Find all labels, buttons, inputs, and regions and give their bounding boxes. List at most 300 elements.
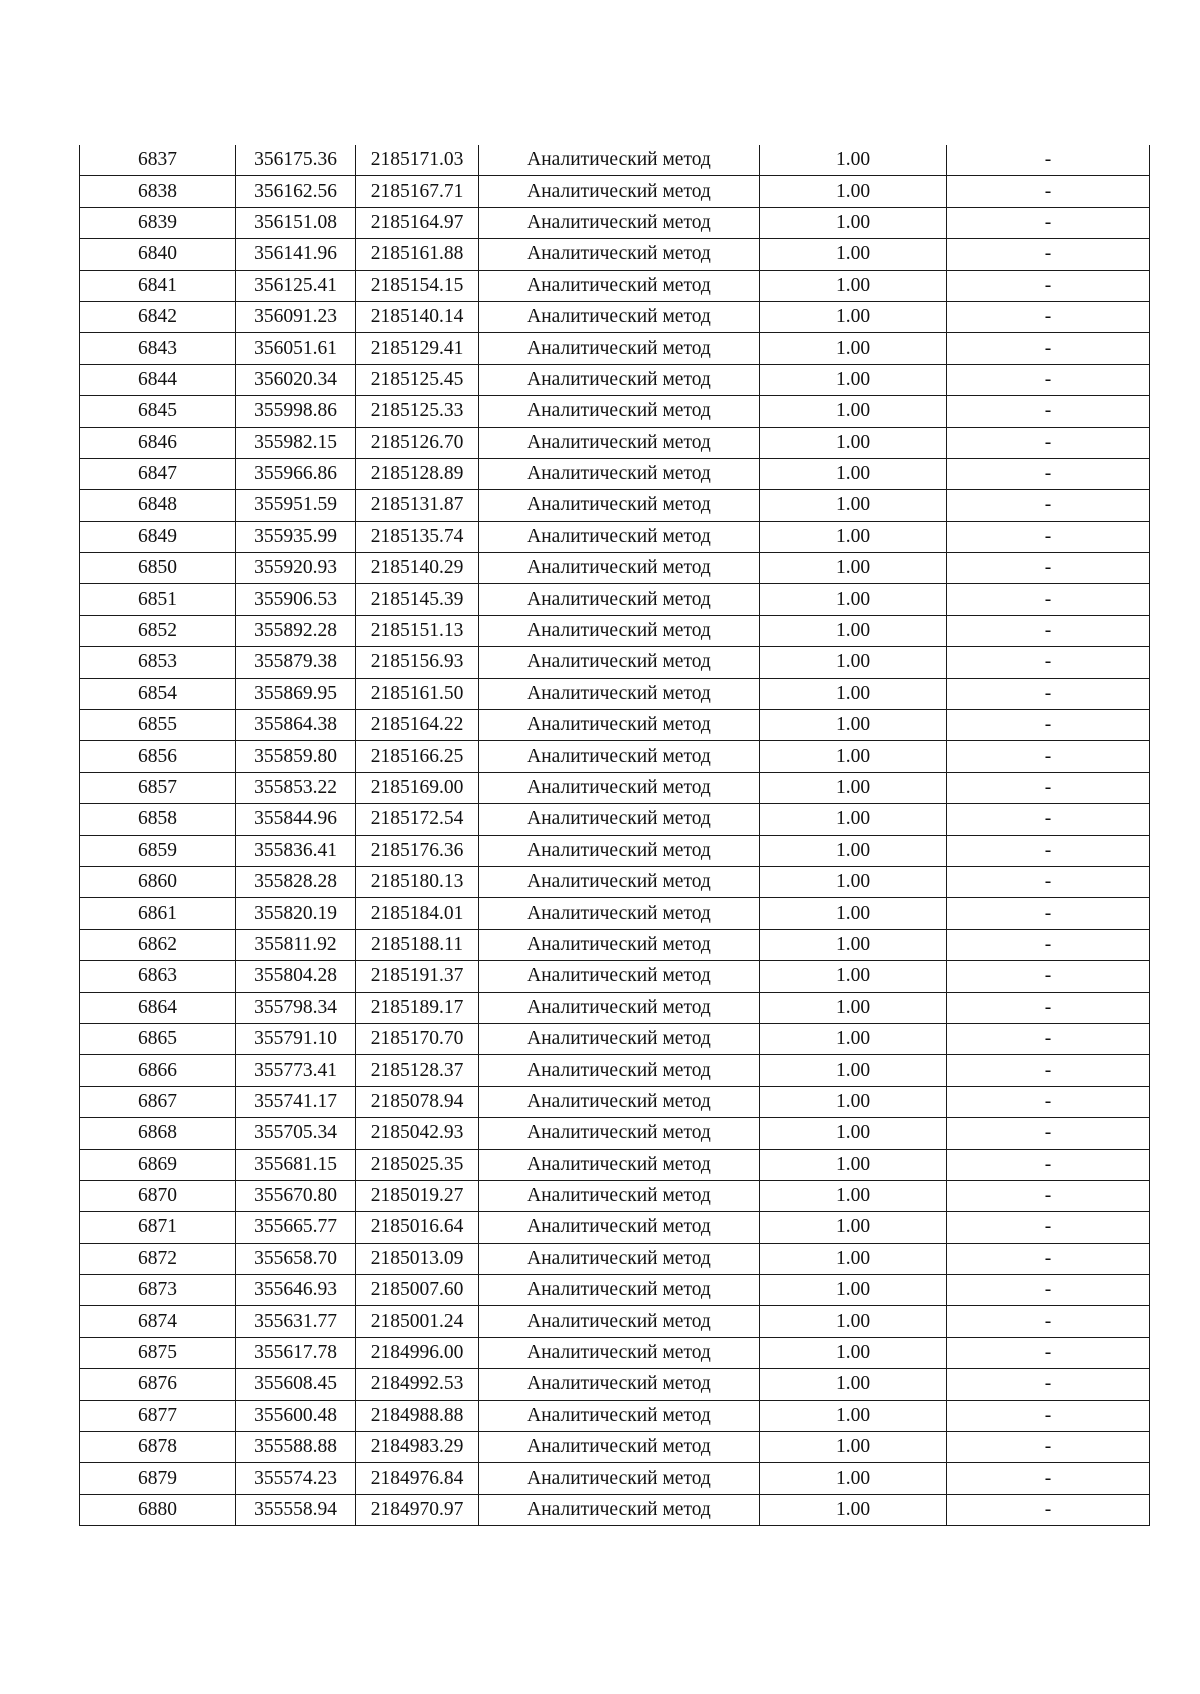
point-number-cell: 6845	[80, 396, 236, 427]
method-cell: Аналитический метод	[479, 1306, 760, 1337]
accuracy-cell: 1.00	[760, 207, 947, 238]
method-cell: Аналитический метод	[479, 961, 760, 992]
method-cell: Аналитический метод	[479, 1400, 760, 1431]
point-number-cell: 6839	[80, 207, 236, 238]
note-cell: -	[947, 961, 1150, 992]
point-number-cell: 6872	[80, 1243, 236, 1274]
x-coordinate-cell: 355741.17	[236, 1086, 356, 1117]
x-coordinate-cell: 355804.28	[236, 961, 356, 992]
y-coordinate-cell: 2185184.01	[356, 898, 479, 929]
table-row	[80, 1149, 1150, 1180]
accuracy-cell: 1.00	[760, 427, 947, 458]
method-cell: Аналитический метод	[479, 553, 760, 584]
point-number-cell: 6874	[80, 1306, 236, 1337]
point-number-cell: 6857	[80, 772, 236, 803]
table-row	[80, 1306, 1150, 1337]
x-coordinate-cell: 355670.80	[236, 1180, 356, 1211]
x-coordinate-cell: 356125.41	[236, 270, 356, 301]
note-cell: -	[947, 239, 1150, 270]
method-cell: Аналитический метод	[479, 992, 760, 1023]
method-cell: Аналитический метод	[479, 333, 760, 364]
y-coordinate-cell: 2185016.64	[356, 1212, 479, 1243]
accuracy-cell: 1.00	[760, 521, 947, 552]
note-cell: -	[947, 584, 1150, 615]
method-cell: Аналитический метод	[479, 364, 760, 395]
table-row	[80, 145, 1150, 176]
note-cell: -	[947, 364, 1150, 395]
accuracy-cell: 1.00	[760, 270, 947, 301]
method-cell: Аналитический метод	[479, 647, 760, 678]
accuracy-cell: 1.00	[760, 1118, 947, 1149]
y-coordinate-cell: 2184996.00	[356, 1337, 479, 1368]
point-number-cell: 6846	[80, 427, 236, 458]
table-row	[80, 772, 1150, 803]
table-row	[80, 1055, 1150, 1086]
note-cell: -	[947, 992, 1150, 1023]
method-cell: Аналитический метод	[479, 1118, 760, 1149]
accuracy-cell: 1.00	[760, 176, 947, 207]
method-cell: Аналитический метод	[479, 1055, 760, 1086]
table-row	[80, 835, 1150, 866]
method-cell: Аналитический метод	[479, 490, 760, 521]
x-coordinate-cell: 355935.99	[236, 521, 356, 552]
note-cell: -	[947, 1275, 1150, 1306]
accuracy-cell: 1.00	[760, 866, 947, 897]
table-row	[80, 1212, 1150, 1243]
y-coordinate-cell: 2184988.88	[356, 1400, 479, 1431]
point-number-cell: 6873	[80, 1275, 236, 1306]
coordinates-table	[79, 145, 1150, 1526]
y-coordinate-cell: 2184976.84	[356, 1463, 479, 1494]
table-row	[80, 1463, 1150, 1494]
accuracy-cell: 1.00	[760, 333, 947, 364]
method-cell: Аналитический метод	[479, 1149, 760, 1180]
note-cell: -	[947, 804, 1150, 835]
y-coordinate-cell: 2185131.87	[356, 490, 479, 521]
accuracy-cell: 1.00	[760, 1369, 947, 1400]
method-cell: Аналитический метод	[479, 270, 760, 301]
table-row	[80, 1400, 1150, 1431]
y-coordinate-cell: 2185161.50	[356, 678, 479, 709]
point-number-cell: 6860	[80, 866, 236, 897]
method-cell: Аналитический метод	[479, 741, 760, 772]
point-number-cell: 6863	[80, 961, 236, 992]
accuracy-cell: 1.00	[760, 929, 947, 960]
y-coordinate-cell: 2185135.74	[356, 521, 479, 552]
x-coordinate-cell: 355811.92	[236, 929, 356, 960]
point-number-cell: 6840	[80, 239, 236, 270]
point-number-cell: 6858	[80, 804, 236, 835]
point-number-cell: 6865	[80, 1023, 236, 1054]
note-cell: -	[947, 1055, 1150, 1086]
x-coordinate-cell: 356162.56	[236, 176, 356, 207]
note-cell: -	[947, 1243, 1150, 1274]
note-cell: -	[947, 647, 1150, 678]
point-number-cell: 6879	[80, 1463, 236, 1494]
point-number-cell: 6871	[80, 1212, 236, 1243]
y-coordinate-cell: 2185172.54	[356, 804, 479, 835]
note-cell: -	[947, 333, 1150, 364]
method-cell: Аналитический метод	[479, 396, 760, 427]
y-coordinate-cell: 2185019.27	[356, 1180, 479, 1211]
y-coordinate-cell: 2185140.14	[356, 301, 479, 332]
table-row	[80, 929, 1150, 960]
method-cell: Аналитический метод	[479, 929, 760, 960]
note-cell: -	[947, 396, 1150, 427]
accuracy-cell: 1.00	[760, 772, 947, 803]
y-coordinate-cell: 2185176.36	[356, 835, 479, 866]
x-coordinate-cell: 355906.53	[236, 584, 356, 615]
point-number-cell: 6844	[80, 364, 236, 395]
y-coordinate-cell: 2185188.11	[356, 929, 479, 960]
table-row	[80, 270, 1150, 301]
method-cell: Аналитический метод	[479, 866, 760, 897]
x-coordinate-cell: 355859.80	[236, 741, 356, 772]
table-row	[80, 301, 1150, 332]
note-cell: -	[947, 1337, 1150, 1368]
note-cell: -	[947, 898, 1150, 929]
y-coordinate-cell: 2185126.70	[356, 427, 479, 458]
point-number-cell: 6841	[80, 270, 236, 301]
note-cell: -	[947, 1306, 1150, 1337]
accuracy-cell: 1.00	[760, 710, 947, 741]
table-row	[80, 1432, 1150, 1463]
table-row	[80, 678, 1150, 709]
table-row	[80, 553, 1150, 584]
y-coordinate-cell: 2185191.37	[356, 961, 479, 992]
point-number-cell: 6876	[80, 1369, 236, 1400]
method-cell: Аналитический метод	[479, 1463, 760, 1494]
y-coordinate-cell: 2184970.97	[356, 1494, 479, 1525]
method-cell: Аналитический метод	[479, 1337, 760, 1368]
point-number-cell: 6861	[80, 898, 236, 929]
table-row	[80, 364, 1150, 395]
method-cell: Аналитический метод	[479, 239, 760, 270]
x-coordinate-cell: 355558.94	[236, 1494, 356, 1525]
y-coordinate-cell: 2185189.17	[356, 992, 479, 1023]
accuracy-cell: 1.00	[760, 396, 947, 427]
method-cell: Аналитический метод	[479, 145, 760, 176]
accuracy-cell: 1.00	[760, 1463, 947, 1494]
x-coordinate-cell: 355705.34	[236, 1118, 356, 1149]
method-cell: Аналитический метод	[479, 521, 760, 552]
point-number-cell: 6869	[80, 1149, 236, 1180]
accuracy-cell: 1.00	[760, 615, 947, 646]
x-coordinate-cell: 355853.22	[236, 772, 356, 803]
table-row	[80, 584, 1150, 615]
y-coordinate-cell: 2185167.71	[356, 176, 479, 207]
accuracy-cell: 1.00	[760, 898, 947, 929]
point-number-cell: 6851	[80, 584, 236, 615]
note-cell: -	[947, 1023, 1150, 1054]
y-coordinate-cell: 2185180.13	[356, 866, 479, 897]
note-cell: -	[947, 1149, 1150, 1180]
x-coordinate-cell: 356091.23	[236, 301, 356, 332]
x-coordinate-cell: 355617.78	[236, 1337, 356, 1368]
point-number-cell: 6862	[80, 929, 236, 960]
note-cell: -	[947, 1118, 1150, 1149]
table-row	[80, 1369, 1150, 1400]
point-number-cell: 6878	[80, 1432, 236, 1463]
x-coordinate-cell: 355869.95	[236, 678, 356, 709]
y-coordinate-cell: 2185170.70	[356, 1023, 479, 1054]
x-coordinate-cell: 355773.41	[236, 1055, 356, 1086]
x-coordinate-cell: 355864.38	[236, 710, 356, 741]
accuracy-cell: 1.00	[760, 490, 947, 521]
x-coordinate-cell: 355828.28	[236, 866, 356, 897]
note-cell: -	[947, 1494, 1150, 1525]
table-row	[80, 647, 1150, 678]
accuracy-cell: 1.00	[760, 553, 947, 584]
y-coordinate-cell: 2185042.93	[356, 1118, 479, 1149]
accuracy-cell: 1.00	[760, 1400, 947, 1431]
accuracy-cell: 1.00	[760, 584, 947, 615]
point-number-cell: 6877	[80, 1400, 236, 1431]
note-cell: -	[947, 521, 1150, 552]
y-coordinate-cell: 2185171.03	[356, 145, 479, 176]
point-number-cell: 6847	[80, 458, 236, 489]
note-cell: -	[947, 270, 1150, 301]
note-cell: -	[947, 866, 1150, 897]
accuracy-cell: 1.00	[760, 1023, 947, 1054]
y-coordinate-cell: 2185129.41	[356, 333, 479, 364]
method-cell: Аналитический метод	[479, 301, 760, 332]
accuracy-cell: 1.00	[760, 741, 947, 772]
x-coordinate-cell: 355665.77	[236, 1212, 356, 1243]
point-number-cell: 6838	[80, 176, 236, 207]
x-coordinate-cell: 355951.59	[236, 490, 356, 521]
accuracy-cell: 1.00	[760, 1275, 947, 1306]
y-coordinate-cell: 2185156.93	[356, 647, 479, 678]
table-row	[80, 427, 1150, 458]
table-row	[80, 1118, 1150, 1149]
table-row	[80, 1243, 1150, 1274]
method-cell: Аналитический метод	[479, 427, 760, 458]
accuracy-cell: 1.00	[760, 1337, 947, 1368]
accuracy-cell: 1.00	[760, 678, 947, 709]
point-number-cell: 6868	[80, 1118, 236, 1149]
note-cell: -	[947, 145, 1150, 176]
table-row	[80, 1086, 1150, 1117]
table-row	[80, 866, 1150, 897]
accuracy-cell: 1.00	[760, 239, 947, 270]
x-coordinate-cell: 355646.93	[236, 1275, 356, 1306]
table-row	[80, 741, 1150, 772]
table-row	[80, 396, 1150, 427]
x-coordinate-cell: 355820.19	[236, 898, 356, 929]
accuracy-cell: 1.00	[760, 804, 947, 835]
note-cell: -	[947, 929, 1150, 960]
table-row	[80, 710, 1150, 741]
x-coordinate-cell: 355681.15	[236, 1149, 356, 1180]
method-cell: Аналитический метод	[479, 458, 760, 489]
table-row	[80, 239, 1150, 270]
note-cell: -	[947, 427, 1150, 458]
accuracy-cell: 1.00	[760, 992, 947, 1023]
x-coordinate-cell: 355836.41	[236, 835, 356, 866]
point-number-cell: 6870	[80, 1180, 236, 1211]
accuracy-cell: 1.00	[760, 1055, 947, 1086]
accuracy-cell: 1.00	[760, 1149, 947, 1180]
y-coordinate-cell: 2185151.13	[356, 615, 479, 646]
x-coordinate-cell: 355998.86	[236, 396, 356, 427]
x-coordinate-cell: 356141.96	[236, 239, 356, 270]
point-number-cell: 6842	[80, 301, 236, 332]
y-coordinate-cell: 2185145.39	[356, 584, 479, 615]
note-cell: -	[947, 615, 1150, 646]
coordinates-table-body	[80, 145, 1150, 1526]
point-number-cell: 6854	[80, 678, 236, 709]
point-number-cell: 6852	[80, 615, 236, 646]
y-coordinate-cell: 2185161.88	[356, 239, 479, 270]
note-cell: -	[947, 1086, 1150, 1117]
accuracy-cell: 1.00	[760, 1494, 947, 1525]
accuracy-cell: 1.00	[760, 1432, 947, 1463]
table-row	[80, 898, 1150, 929]
method-cell: Аналитический метод	[479, 804, 760, 835]
y-coordinate-cell: 2185013.09	[356, 1243, 479, 1274]
method-cell: Аналитический метод	[479, 678, 760, 709]
table-row	[80, 1180, 1150, 1211]
method-cell: Аналитический метод	[479, 835, 760, 866]
method-cell: Аналитический метод	[479, 1180, 760, 1211]
method-cell: Аналитический метод	[479, 207, 760, 238]
accuracy-cell: 1.00	[760, 1086, 947, 1117]
x-coordinate-cell: 356175.36	[236, 145, 356, 176]
method-cell: Аналитический метод	[479, 1086, 760, 1117]
x-coordinate-cell: 355658.70	[236, 1243, 356, 1274]
note-cell: -	[947, 490, 1150, 521]
x-coordinate-cell: 355966.86	[236, 458, 356, 489]
y-coordinate-cell: 2185001.24	[356, 1306, 479, 1337]
point-number-cell: 6837	[80, 145, 236, 176]
note-cell: -	[947, 741, 1150, 772]
method-cell: Аналитический метод	[479, 772, 760, 803]
table-row	[80, 521, 1150, 552]
method-cell: Аналитический метод	[479, 615, 760, 646]
x-coordinate-cell: 355608.45	[236, 1369, 356, 1400]
note-cell: -	[947, 1432, 1150, 1463]
point-number-cell: 6848	[80, 490, 236, 521]
x-coordinate-cell: 355791.10	[236, 1023, 356, 1054]
method-cell: Аналитический метод	[479, 584, 760, 615]
x-coordinate-cell: 355798.34	[236, 992, 356, 1023]
point-number-cell: 6867	[80, 1086, 236, 1117]
table-row	[80, 458, 1150, 489]
table-row	[80, 207, 1150, 238]
point-number-cell: 6843	[80, 333, 236, 364]
point-number-cell: 6859	[80, 835, 236, 866]
method-cell: Аналитический метод	[479, 176, 760, 207]
table-row	[80, 1494, 1150, 1525]
y-coordinate-cell: 2185164.97	[356, 207, 479, 238]
method-cell: Аналитический метод	[479, 1432, 760, 1463]
point-number-cell: 6864	[80, 992, 236, 1023]
point-number-cell: 6866	[80, 1055, 236, 1086]
y-coordinate-cell: 2185128.37	[356, 1055, 479, 1086]
y-coordinate-cell: 2185125.45	[356, 364, 479, 395]
accuracy-cell: 1.00	[760, 364, 947, 395]
note-cell: -	[947, 553, 1150, 584]
accuracy-cell: 1.00	[760, 458, 947, 489]
x-coordinate-cell: 355600.48	[236, 1400, 356, 1431]
x-coordinate-cell: 355574.23	[236, 1463, 356, 1494]
x-coordinate-cell: 356051.61	[236, 333, 356, 364]
y-coordinate-cell: 2184983.29	[356, 1432, 479, 1463]
accuracy-cell: 1.00	[760, 1243, 947, 1274]
table-row	[80, 1337, 1150, 1368]
point-number-cell: 6875	[80, 1337, 236, 1368]
table-row	[80, 804, 1150, 835]
y-coordinate-cell: 2185125.33	[356, 396, 479, 427]
point-number-cell: 6853	[80, 647, 236, 678]
method-cell: Аналитический метод	[479, 1023, 760, 1054]
y-coordinate-cell: 2185128.89	[356, 458, 479, 489]
method-cell: Аналитический метод	[479, 710, 760, 741]
point-number-cell: 6849	[80, 521, 236, 552]
table-row	[80, 1023, 1150, 1054]
note-cell: -	[947, 207, 1150, 238]
method-cell: Аналитический метод	[479, 1212, 760, 1243]
method-cell: Аналитический метод	[479, 898, 760, 929]
note-cell: -	[947, 678, 1150, 709]
accuracy-cell: 1.00	[760, 145, 947, 176]
y-coordinate-cell: 2185025.35	[356, 1149, 479, 1180]
note-cell: -	[947, 1463, 1150, 1494]
table-row	[80, 333, 1150, 364]
y-coordinate-cell: 2185164.22	[356, 710, 479, 741]
table-row	[80, 490, 1150, 521]
x-coordinate-cell: 355631.77	[236, 1306, 356, 1337]
note-cell: -	[947, 1180, 1150, 1211]
table-row	[80, 615, 1150, 646]
x-coordinate-cell: 355982.15	[236, 427, 356, 458]
table-row	[80, 1275, 1150, 1306]
point-number-cell: 6850	[80, 553, 236, 584]
accuracy-cell: 1.00	[760, 647, 947, 678]
method-cell: Аналитический метод	[479, 1494, 760, 1525]
method-cell: Аналитический метод	[479, 1369, 760, 1400]
x-coordinate-cell: 355844.96	[236, 804, 356, 835]
point-number-cell: 6856	[80, 741, 236, 772]
note-cell: -	[947, 1400, 1150, 1431]
method-cell: Аналитический метод	[479, 1243, 760, 1274]
table-row	[80, 961, 1150, 992]
y-coordinate-cell: 2184992.53	[356, 1369, 479, 1400]
accuracy-cell: 1.00	[760, 1180, 947, 1211]
point-number-cell: 6855	[80, 710, 236, 741]
x-coordinate-cell: 355588.88	[236, 1432, 356, 1463]
note-cell: -	[947, 772, 1150, 803]
accuracy-cell: 1.00	[760, 961, 947, 992]
y-coordinate-cell: 2185078.94	[356, 1086, 479, 1117]
y-coordinate-cell: 2185169.00	[356, 772, 479, 803]
y-coordinate-cell: 2185166.25	[356, 741, 479, 772]
note-cell: -	[947, 835, 1150, 866]
accuracy-cell: 1.00	[760, 1212, 947, 1243]
accuracy-cell: 1.00	[760, 301, 947, 332]
x-coordinate-cell: 355920.93	[236, 553, 356, 584]
x-coordinate-cell: 356020.34	[236, 364, 356, 395]
x-coordinate-cell: 355879.38	[236, 647, 356, 678]
point-number-cell: 6880	[80, 1494, 236, 1525]
note-cell: -	[947, 1212, 1150, 1243]
note-cell: -	[947, 710, 1150, 741]
table-row	[80, 992, 1150, 1023]
x-coordinate-cell: 356151.08	[236, 207, 356, 238]
table-row	[80, 176, 1150, 207]
accuracy-cell: 1.00	[760, 835, 947, 866]
